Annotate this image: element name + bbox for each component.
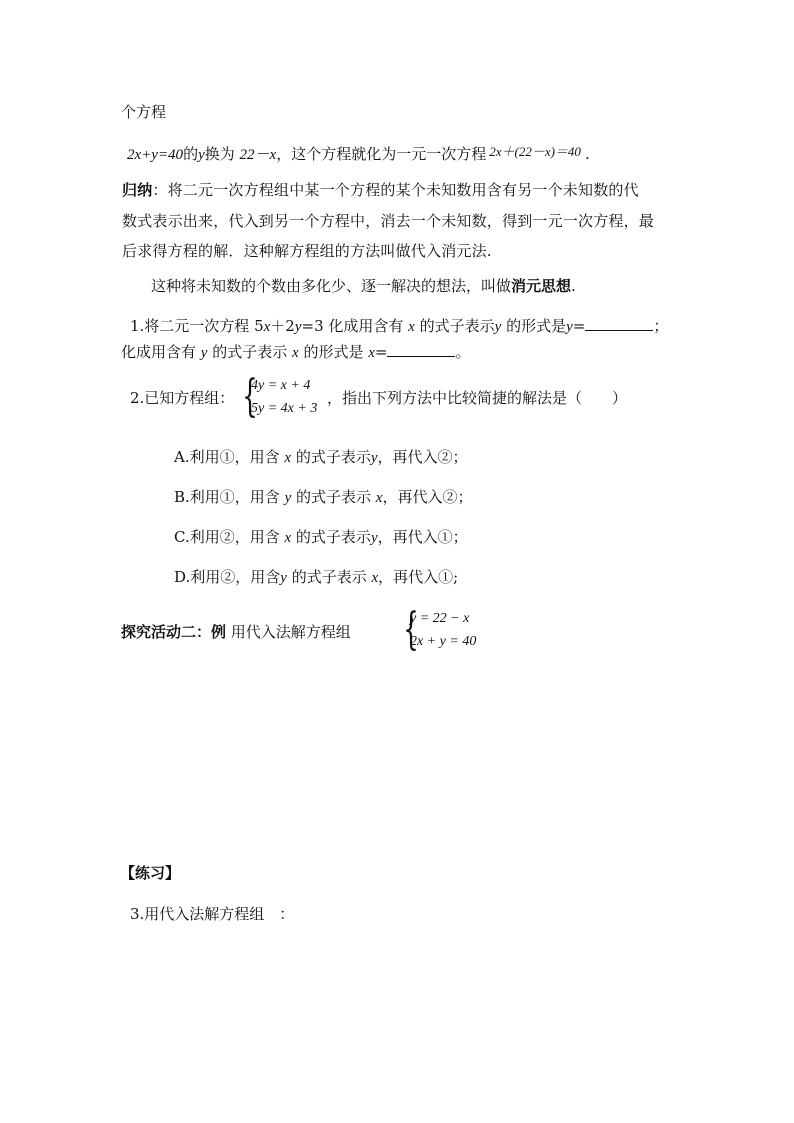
substitution-line: 2x+y=40的y换为 22－x，这个方程就化为一元一次方程 2x＋(22－x)＝40 .	[127, 144, 590, 163]
summary-label: 归纳	[122, 181, 153, 199]
system-brace-1: {	[242, 371, 258, 422]
answer-blank-y[interactable]	[585, 316, 653, 331]
answer-blank-x[interactable]	[387, 342, 455, 357]
top-fragment: 个方程	[121, 103, 167, 121]
expr-22-minus-x: 22－x	[239, 147, 277, 163]
practice-title: 【练习】	[120, 864, 181, 882]
summary-line-3: 后求得方程的解．这种解方程组的方法叫做代入消元法.	[122, 242, 492, 260]
question-1-line-2: 化成用含有 y 的式子表示 x 的形式是 x= 。	[121, 343, 471, 361]
explore-heading: 探究活动二：例 用代入法解方程组	[121, 623, 351, 641]
question-3: 3.用代入法解方程组 ：	[130, 905, 295, 923]
system-2-eq-1: y = 22 − x	[410, 611, 470, 626]
elimination-idea: 这种将未知数的个数由多化少、逐一解决的想法，叫做消元思想.	[151, 277, 576, 295]
one-var-equation: 2x＋(22－x)＝40	[489, 144, 581, 159]
question-1-line-1: 1.将二元一次方程 5x＋2y=3 化成用含有 x 的式子表示y 的形式是y= ；	[130, 317, 669, 335]
equation-2x-plus-y: 2x+y=40	[127, 147, 184, 163]
question-2-suffix: ，指出下列方法中比较简捷的解法是（ ）	[327, 389, 628, 407]
option-b[interactable]: B.利用①，用含 y 的式子表示 x，再代入②；	[174, 488, 473, 506]
option-a[interactable]: A.利用①，用含 x 的式子表示y，再代入②；	[174, 448, 468, 466]
question-2-prefix: 2.已知方程组：	[130, 389, 235, 407]
option-d[interactable]: D.利用②，用含y 的式子表示 x，再代入①;	[174, 568, 459, 586]
explore-label: 探究活动二：例	[121, 623, 227, 641]
option-c[interactable]: C.利用②，用含 x 的式子表示y，再代入①；	[174, 528, 468, 546]
summary-line-1: 归纳：将二元一次方程组中某一个方程的某个未知数用含有另一个未知数的代	[122, 181, 639, 199]
system-2-eq-2: 2x + y = 40	[410, 634, 477, 649]
system-1-eq-1: 4y = x + 4	[251, 378, 311, 393]
system-1-eq-2: 5y = 4x + 3	[251, 401, 318, 416]
system-brace-2: {	[403, 604, 419, 655]
summary-line-2: 数式表示出来，代入到另一个方程中，消去一个未知数，得到一元一次方程，最	[122, 212, 655, 230]
